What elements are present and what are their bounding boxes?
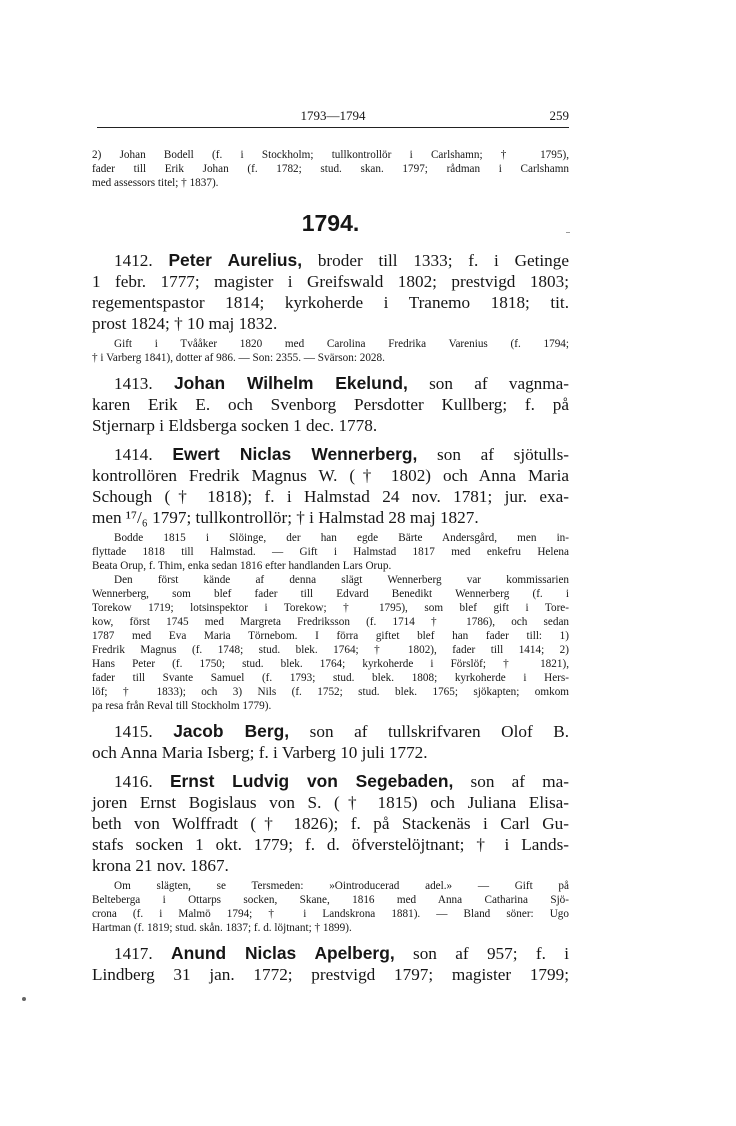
entry-1413 bbox=[92, 373, 569, 436]
entry-note bbox=[92, 879, 569, 935]
entry-line: karen Erik E. och Svenborg Persdotter Kullberg; f. på bbox=[92, 395, 569, 414]
note-line: Hartman (f. 1819; stud. skån. 1837; f. d. löjtnant; † 1899). bbox=[92, 922, 352, 934]
note-line: löf; † 1833); och 3) Nils (f. 1752; stud. blek. 1765; sjökapten; omkom bbox=[92, 686, 569, 698]
footnote-line: 2) Johan Bodell (f. i Stockholm; tullkontrollör i Carlshamn; † 1795), bbox=[92, 149, 569, 161]
note-line: Gift i Tvååker 1820 med Carolina Fredrika Varenius (f. 1794; bbox=[114, 338, 569, 350]
entry-note bbox=[92, 531, 569, 713]
entry-number: 1413. bbox=[114, 374, 153, 393]
header-rule bbox=[97, 127, 569, 128]
footnote-line: fader till Erik Johan (f. 1782; stud. skan. 1797; rådman i Carlshamn bbox=[92, 163, 569, 175]
entry-text: son af tullskrifvaren Olof B. bbox=[309, 722, 570, 741]
note-line: flyttade 1818 till Halmstad. — Gift i Halmstad 1817 med enkefru Helena bbox=[92, 546, 569, 558]
entry-first-line bbox=[92, 373, 569, 394]
entry-line: Stjernarp i Eldsberga socken 1 dec. 1778. bbox=[92, 416, 378, 435]
note-line: Hans Peter (f. 1750; stud. blek. 1764; kyrkoherde i Förslöf; † 1821), bbox=[92, 658, 569, 670]
entry-1412 bbox=[92, 250, 569, 365]
person-name: Ernst Ludvig von Segebaden, bbox=[169, 771, 454, 791]
note-line: Den först kände af denna slägt Wennerberg var kommissarien bbox=[114, 574, 569, 586]
note-line: Belteberga i Ottarps socken, Skane, 1816 med Anna Catharina Sjö- bbox=[92, 894, 569, 906]
entry-line: och Anna Maria Isberg; f. i Varberg 10 juli 1772. bbox=[92, 743, 428, 762]
entry-note bbox=[92, 337, 569, 365]
entry-first-line bbox=[92, 771, 569, 792]
entry-number: 1417. bbox=[114, 944, 153, 963]
entry-line: regementspastor 1814; kyrkoherde i Tranemo 1818; tit. bbox=[92, 293, 569, 312]
entry-line: krona 21 nov. 1867. bbox=[92, 856, 229, 875]
entry-line: kontrollören Fredrik Magnus W. († 1802) och Anna Maria bbox=[92, 466, 569, 485]
entry-number: 1414. bbox=[114, 445, 153, 464]
entry-line: stafs socken 1 okt. 1779; f. d. öfverstelöjtnant; † i Lands- bbox=[92, 835, 569, 854]
entry-1414 bbox=[92, 444, 569, 713]
note-line: kow, först 1745 med Margreta Fredriksson (f. 1714 † 1786), och sedan bbox=[92, 616, 569, 628]
note-line: † i Varberg 1841), dotter af 986. — Son: 2355. — Svärson: 2028. bbox=[92, 352, 385, 364]
entry-number: 1412. bbox=[114, 251, 153, 270]
person-name: Anund Niclas Apelberg, bbox=[171, 943, 395, 963]
entry-1417 bbox=[92, 943, 569, 985]
note-line: fader till Svante Samuel (f. 1793; stud. blek. 1808; kyrkoherde i Hers- bbox=[92, 672, 569, 684]
entry-line: men ¹⁷/₆ 1797; tullkontrollör; † i Halmstad 28 maj 1827. bbox=[92, 508, 479, 527]
entry-line: Schough († 1818); f. i Halmstad 24 nov. 1781; jur. exa- bbox=[92, 487, 569, 506]
year-heading: 1794. bbox=[301, 210, 360, 236]
carryover-footnote bbox=[92, 148, 569, 190]
entry-line: prost 1824; † 10 maj 1832. bbox=[92, 314, 278, 333]
note-line: Fredrik Magnus (f. 1748; stud. blek. 1764; † 1802), fader till 1414; 2) bbox=[92, 644, 569, 656]
note-line: Bodde 1815 i Slöinge, der han egde Bärte Andersgård, men in- bbox=[114, 532, 569, 544]
entry-text: son af sjötulls- bbox=[437, 445, 570, 464]
note-line: Torekow 1719; lotsinspektor i Torekow; † 1795), som blef gift i Tore- bbox=[92, 602, 569, 614]
entry-line: 1 febr. 1777; magister i Greifswald 1802; prestvigd 1803; bbox=[92, 272, 569, 291]
entry-1415 bbox=[92, 721, 569, 763]
page-number: 259 bbox=[549, 108, 569, 123]
entry-line: beth von Wolffradt († 1826); f. på Stackenäs i Carl Gu- bbox=[92, 814, 569, 833]
running-header bbox=[97, 108, 569, 126]
footnote-line: med assessors titel; † 1837). bbox=[92, 177, 219, 189]
year-range: 1793—1794 bbox=[300, 108, 366, 123]
entry-line: joren Ernst Bogislaus von S. († 1815) och Juliana Elisa- bbox=[92, 793, 569, 812]
note-line: Om slägten, se Tersmeden: »Ointroducerad adel.» — Gift på bbox=[114, 880, 569, 892]
entry-first-line bbox=[92, 943, 569, 964]
entry-text: broder till 1333; f. i Getinge bbox=[317, 251, 570, 270]
entry-number: 1415. bbox=[114, 722, 153, 741]
page-content bbox=[92, 145, 569, 985]
entry-number: 1416. bbox=[114, 772, 153, 791]
entry-first-line bbox=[92, 250, 569, 271]
note-line: crona (f. i Malmö 1794; † i Landskrona 1881). — Bland söner: Ugo bbox=[92, 908, 569, 920]
person-name: Johan Wilhelm Ekelund, bbox=[173, 373, 408, 393]
entry-line: Lindberg 31 jan. 1772; prestvigd 1797; magister 1799; bbox=[92, 965, 569, 984]
entry-text: son af ma- bbox=[470, 772, 570, 791]
person-name: Peter Aurelius, bbox=[168, 250, 303, 270]
note-line: pa resa från Reval till Stockholm 1779). bbox=[92, 700, 272, 712]
note-line: 1787 med Eva Maria Törnebom. I förra giftet blef han fader till: 1) bbox=[92, 630, 569, 642]
person-name: Ewert Niclas Wennerberg, bbox=[172, 444, 418, 464]
margin-dot bbox=[22, 997, 26, 1001]
note-line: Beata Orup, f. Thim, enka sedan 1816 efter handlanden Lars Orup. bbox=[92, 560, 392, 572]
note-line: Wennerberg, som blef fader till Edvard Benedikt Wennerberg (f. i bbox=[92, 588, 569, 600]
person-name: Jacob Berg, bbox=[173, 721, 290, 741]
entry-text: son af 957; f. i bbox=[413, 944, 570, 963]
entry-text: son af vagnma- bbox=[429, 374, 569, 393]
entry-first-line bbox=[92, 721, 569, 742]
entry-1416 bbox=[92, 771, 569, 935]
entry-first-line bbox=[92, 444, 569, 465]
